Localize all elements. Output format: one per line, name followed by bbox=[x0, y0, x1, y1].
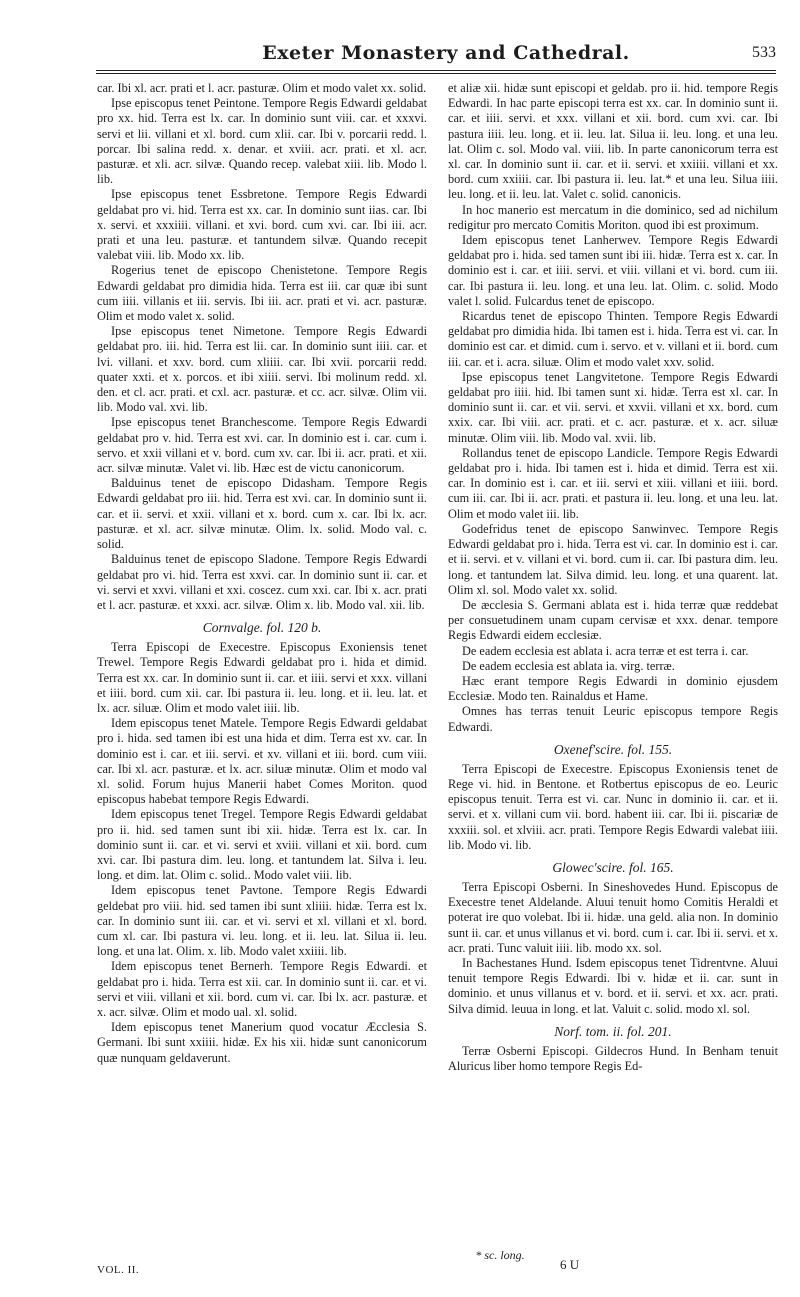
paragraph: Terra Episcopi de Execestre. Episcopus Exoniensis tenet Trewel. Tempore Regis Edwardi geldabat pro i. hida et dimid. Terra est xx. car. In dominio sunt ii. car. et iiii. servi et xxx. villani et iiii. bord. cum xii. car. Ibi pastura ii. leu. long. et ii. leu. lat. et lx. acr. siluæ. Olim et modo valet iiii. lib. bbox=[97, 640, 427, 715]
paragraph: Omnes has terras tenuit Leuric episcopus tempore Regis Edwardi. bbox=[448, 704, 778, 734]
section-heading-oxford: Oxenef'scire. fol. 155. bbox=[553, 741, 673, 757]
paragraph: Idem episcopus tenet Pavtone. Tempore Regis Edwardi geldebat pro viii. hid. sed tamen ibi sunt xliiii. hidæ. Terra est lx. car. In dominio sunt iii. car. et vi. servi et xl. villani et xl. bord. cum xl. car. Ibi pastura vi. leu. long. et ii. leu. lat. Silua ii. leu. long. et una lat. Olim. x. lib. Modo valet xxiiii. lib. bbox=[97, 883, 427, 959]
paragraph: Terra Episcopi de Execestre. Episcopus Exoniensis tenet de Rege vi. hid. in Bentone. et Rotbertus episcopus de eo. Leuric episcopus tenuit. Terra est vi. car. Nunc in dominio ii. car. et ii. servi. et x. villani cum vii. bord. habent iii. car. Ibi ii. piscariæ de xxxiii. sol. et xlviii. acr. prati. Tempore Regis Edwardi valebat iiii. lib. Modo vi. lib. bbox=[448, 761, 778, 852]
paragraph: Balduinus tenet de episcopo Sladone. Tempore Regis Edwardi geldabat pro vi. hid. Terra est xxvi. car. In dominio sunt ii. car. et vi. servi et xxvi. villani et xxi. coscez. cum xxi. car. Ibi x. acr. prati et l. acr. pasturæ. et xxxi. acr. silvæ. Olim x. lib. Modo val. xii. lib. bbox=[97, 552, 427, 612]
signature-mark: 6 U bbox=[560, 1257, 580, 1272]
paragraph: Idem episcopus tenet Bernerh. Tempore Regis Edwardi. et geldabat pro i. hida. Terra est xii. car. In dominio sunt ii. car. et vi. servi et viii. villani et xii. bord. cum vi. car. Ibi lx. acr. pasturæ. et x. acr. silvæ. Olim et modo ual. xl. solid. bbox=[97, 959, 427, 1019]
paragraph: Ipse episcopus tenet Branchescome. Tempore Regis Edwardi geldabat pro v. hid. Terra est xvi. car. In dominio est i. car. cum i. servo. et xxii villani et v. bord. cum xv. car. Ibi ii. acr. prati. et xii. acr. silvæ minutæ. Valet vi. lib. Hæc est de victu canonicorum. bbox=[97, 415, 427, 476]
paragraph: Ipse episcopus tenet Peintone. Tempore Regis Edwardi geldabat pro xx. hid. Terra est lx. car. In dominio sunt viii. car. et xxxvi. servi et lii. villani et xl. bord. cum xlii. car. Ibi v. porcarii redd. l. porcar. Ibi salina redd. x. denar. et xviii. acr. prati. et xl. acr. pasturæ. et xli. acr. silvæ. Quando recep. valebat xiii. lib. Modo l. lib. bbox=[97, 96, 427, 187]
paragraph: De eadem ecclesia est ablata i. acra terræ et est terra i. car. bbox=[462, 643, 749, 658]
paragraph: In hoc manerio est mercatum in die dominico, sed ad nichilum redigitur pro mercato Comitis Moriton. quod ibi est proximum. bbox=[448, 202, 778, 232]
paragraph: Terræ Osberni Episcopi. Gildecros Hund. In Benham tenuit Aluricus liber homo tempore Regis Ed- bbox=[448, 1043, 778, 1073]
paragraph: Idem episcopus tenet Matele. Tempore Regis Edwardi geldabat pro i. hida. sed tamen ibi est una hida et dim. Terra est xv. car. In dominio est i. car. et iii. servi. et xv. villani et iii. bord. cum viii. car. Ibi xl. acr. pasturæ. et lx. acr. siluæ minutæ. Olim et modo val xl. solid. Forum hujus Manerii habet Comes Moriton. quod episcopus habebat tempore Regis Edwardi. bbox=[97, 716, 427, 807]
paragraph: Rogerius tenet de episcopo Chenistetone. Tempore Regis Edwardi geldabat pro dimidia hida. Terra est iii. car quæ ibi sunt cum iiii. villanis et iii. servis. Ibi iii. acr. prati et vi. acr. pasturæ. Olim et modo valet x. solid. bbox=[97, 263, 427, 324]
paragraph: Ricardus tenet de episcopo Thinten. Tempore Regis Edwardi geldabat pro dimidia hida. Ibi tamen est i. hida. Terra est vi. car. In dominio est car. et dimid. cum i. servo. et v. villani et ii. bord. cum iii. car. et i. acra. siluæ. Olim et modo valet xxv. solid. bbox=[448, 309, 778, 369]
paragraph: Ipse episcopus tenet Langvitetone. Tempore Regis Edwardi geldabat pro iiii. hid. Ibi tamen sunt xi. hidæ. Terra est xl. car. In dominio sunt ii. car. et vii. servi. et xxvii. villani et xx. bord. cum xxix. car. Ibi viii. acr. prati. et c. acr. pasturæ. et x. acr. siluæ minutæ. Olim viii. lib. Modo val. xvii. lib. bbox=[448, 369, 778, 445]
header-rule-top bbox=[96, 70, 776, 71]
running-head bbox=[96, 40, 776, 70]
left-column bbox=[97, 81, 427, 1246]
volume-label: VOL. II. bbox=[97, 1264, 140, 1276]
section-heading-norfolk: Norf. tom. ii. fol. 201. bbox=[554, 1023, 672, 1039]
paragraph: et aliæ xii. hidæ sunt episcopi et geldab. pro ii. hid. tempore Regis Edwardi. In hac parte episcopi terra est xx. car. In dominio sunt ii. car. et iiii. servi. et xxx. villani et xii. bord. cum xvi. car. Ibi pastura iiii. leu. long. et ii. leu. lat. Silua ii. leu. long. et una leu. lat. Olim c. sol. Modo val. viii. lib. In parte canonicorum terra est xl. car. In dominio sunt ii. car. et ii. servi. et xxiiii. villani et xx. bord. cum xxiiii. car. Ibi pastura ii. leu. lat.* et una leu. Silua iiii. leu. long. et ii. leu. lat. Valet c. solid. canonicis. bbox=[448, 81, 778, 202]
paragraph: De æcclesia S. Germani ablata est i. hida terræ quæ reddebat per consuetudinem unam cupam cervisæ et xxx. denar. tempore Regis Edwardi eidem ecclesiæ. bbox=[448, 597, 778, 643]
footnote: * sc. long. bbox=[475, 1248, 525, 1262]
section-heading-gloucester: Glowec'scire. fol. 165. bbox=[552, 859, 674, 875]
paragraph: Hæc erant tempore Regis Edwardi in dominio ejusdem Ecclesiæ. Modo ten. Rainaldus et Hame. bbox=[448, 673, 778, 704]
paragraph: De eadem ecclesia est ablata ia. virg. terræ. bbox=[462, 658, 675, 673]
header-rule-bottom bbox=[96, 73, 776, 74]
paragraph: Rollandus tenet de episcopo Landicle. Tempore Regis Edwardi geldabat pro i. hida. Ibi tamen est i. hida et dimid. Terra est xii. car. In dominio est i. car. et iii. servi et xiii. villani et iiii. bord. cum iii. car. Ibi ii. acr. prati. et pastura ii. leu. long. et una leu. lat. Olim et modo valet iii. lib. bbox=[448, 445, 778, 521]
paragraph: Idem episcopus tenet Manerium quod vocatur Æcclesia S. Germani. Ibi sunt xxiiii. hidæ. Ex his xii. hidæ sunt canonicorum quæ nunquam geldaverunt. bbox=[97, 1020, 427, 1065]
page-number: 533 bbox=[752, 44, 776, 61]
paragraph: Balduinus tenet de episcopo Didasham. Tempore Regis Edwardi geldabat pro iii. hid. Terra est xvi. car. In dominio sunt ii. car. et ii. servi. et xxii. villani et x. bord. cum x. car. Ibi lx. acr. pasturæ. et xl. acr. silvæ minutæ. Olim. lx. solid. Modo val. c. solid. bbox=[97, 476, 427, 552]
running-title: Exeter Monastery and Cathedral. bbox=[262, 42, 630, 64]
paragraph: Ipse episcopus tenet Essbretone. Tempore Regis Edwardi geldabat pro vi. hid. Terra est xx. car. In dominio sunt iias. car. Ibi x. servi. et xxxiiii. villani. et xvi. bord. cum xvi. car. Ibi iii. acr. prati et una leu. pasturæ. et tantundem silvæ. Quando recepit valebat viii. lib. Modo xx. lib. bbox=[97, 187, 427, 263]
paragraph: car. Ibi xl. acr. prati et l. acr. pasturæ. Olim et modo valet xx. solid. bbox=[97, 81, 427, 95]
section-heading-cornwall: Cornvalge. fol. 120 b. bbox=[202, 620, 322, 636]
paragraph: Idem episcopus tenet Tregel. Tempore Regis Edwardi geldabat pro ii. hid. sed tamen sunt ibi xii. hidæ. Terra est lx. car. In dominio sunt ii. car. et vi. servi et xviii. villani et xii. bord. cum xvi. car. Ibi pastura dim. leu. long. et tantundem lat. Silva i. leu. long. et dim. lat. Olim c. solid.. Modo valet viii. lib. bbox=[97, 807, 427, 883]
right-column bbox=[448, 81, 778, 1246]
paragraph: In Bachestanes Hund. Isdem episcopus tenet Tidrentvne. Aluui tenuit tempore Regis Edwardi. Ibi v. hidæ et ii. car. sunt in dominio. et unus villanus et v. bord. et ii. servi. et xx. acr. prati. Silva dimid. leuua in long. et lat. Valuit c. solid. modo xl. sol. bbox=[448, 955, 778, 1016]
paragraph: Godefridus tenet de episcopo Sanwinvec. Tempore Regis Edwardi geldabat pro i. hida. Terra est vi. car. In dominio est i. car. et ii. servi. et v. villani et vi. bord. cum ii. car. Ibi pastura dim. leu. long. et tantundem lat. Silva dimid. leu. long. et una quarent. lat. Olim xl. sol. Modo valet xx. solid. bbox=[448, 521, 778, 597]
paragraph: Ipse episcopus tenet Nimetone. Tempore Regis Edwardi geldabat pro. iii. hid. Terra est lii. car. In dominio sunt iiii. car. et lvi. villani. et xxv. bord. cum xliiii. car. Ibi xvii. porcarii redd. quater xxti. et x. porcos. et ibi xiiii. servi. Ibi molinum redd. xl. den. et cl. acr. prati. et cxl. acr. pasturæ. et cc. acr. silvæ. Olim vii. lib. Modo val. xvi. lib. bbox=[97, 324, 427, 415]
paragraph: Terra Episcopi Osberni. In Sineshovedes Hund. Episcopus de Execestre tenet Aldelande. Aluui tenuit homo Comitis Heraldi et poterat ire quo volebat. Ibi ii. hidæ. una geld. alia non. In dominio sunt ii. car. et unus villanus et vi. bord. cum i. car. Ibi ii. servi. et x. acr. prati. Tunc valuit iiii. lib. modo xx. sol. bbox=[448, 879, 778, 955]
paragraph: Idem episcopus tenet Lanherwev. Tempore Regis Edwardi geldabat pro i. hida. sed tamen sunt ibi iii. hidæ. Terra est x. car. In dominio est i. car. et iiii. servi. et viii. villani et vi. bord. cum iii. car. Ibi pastura ii. leu. long. et una leu. lat. Olim. c. solid. Modo valet l. solid. Fulcardus tenet de episcopo. bbox=[448, 233, 778, 308]
